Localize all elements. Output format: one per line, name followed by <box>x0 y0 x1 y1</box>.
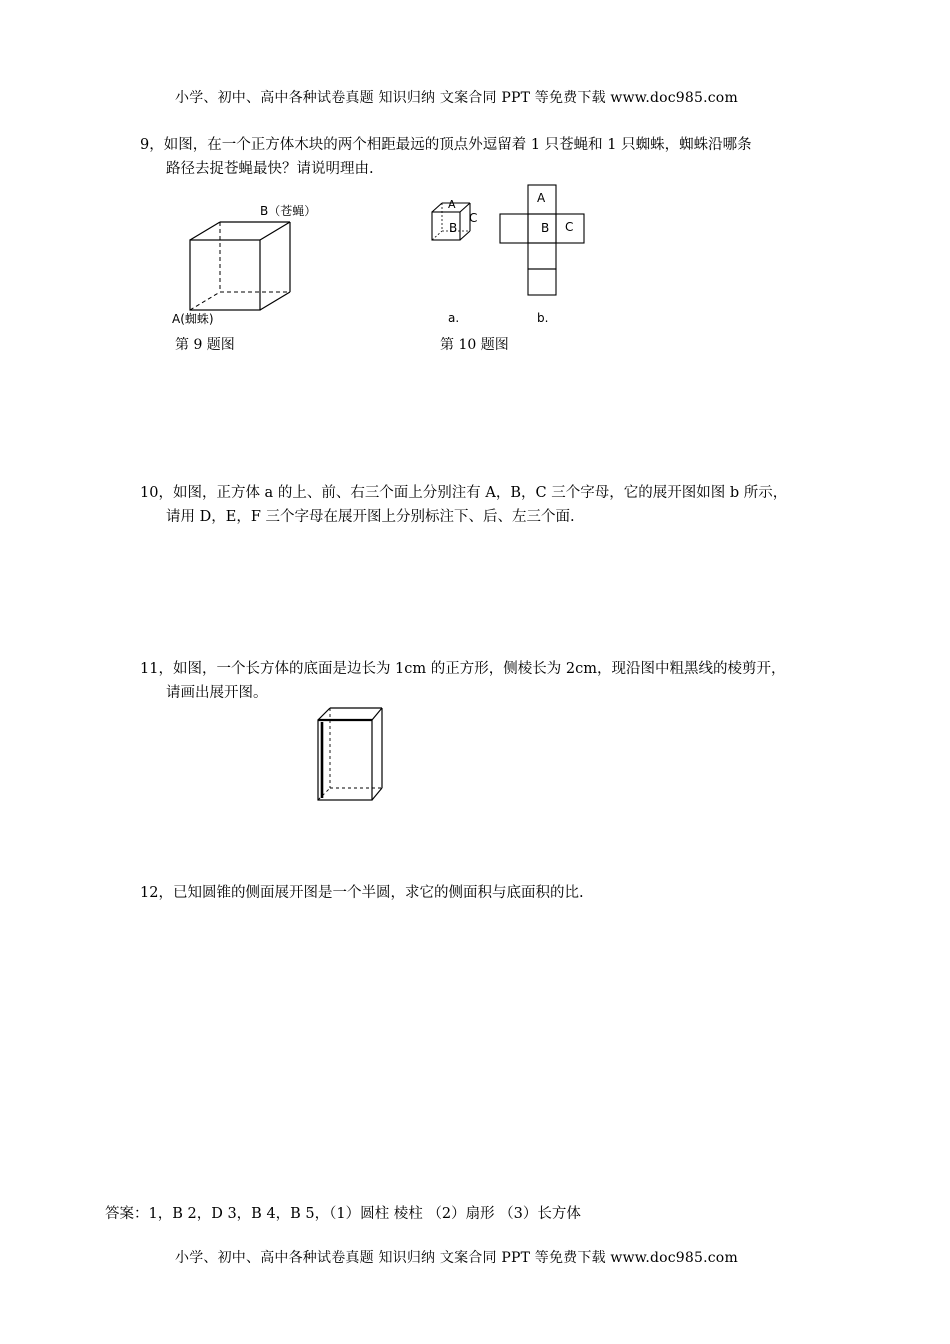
question-11-line-1: 11，如图，一个长方体的底面是边长为 1cm 的正方形，侧棱长为 2cm，现沿图中粗黑线的棱剪开， <box>140 661 786 677</box>
figure-10a-label: a. <box>448 311 460 325</box>
question-9-line-2: 路径去捉苍蝇最快？请说明理由. <box>166 161 374 177</box>
cube-letter-b: B <box>449 221 458 235</box>
question-11-line-2: 请画出展开图。 <box>166 685 268 701</box>
cube-letter-c: C <box>469 211 478 225</box>
label-a-spider: A(蜘蛛) <box>172 312 214 326</box>
question-12-line-1: 12，已知圆锥的侧面展开图是一个半圆，求它的侧面积与底面积的比. <box>140 885 584 901</box>
net-letter-c: C <box>565 220 574 234</box>
figure-10b-label: b. <box>537 311 549 325</box>
question-10-line-2: 请用 D，E，F 三个字母在展开图上分别标注下、后、左三个面. <box>166 509 575 525</box>
question-9-line-1: 9，如图，在一个正方体木块的两个相距最远的顶点外逗留着 1 只苍蝇和 1 只蜘蛛，蜘蛛沿哪条 <box>140 137 752 153</box>
net-letter-b: B <box>541 221 550 235</box>
cube-letter-a: A <box>448 198 456 211</box>
answers-line: 答案：1，B 2，D 3，B 4，B 5，（1）圆柱 棱柱 （2）扇形 （3）长方体 <box>105 1206 581 1222</box>
figure-9-caption: 第 9 题图 <box>175 337 235 353</box>
figure-10a-cube <box>430 200 490 250</box>
figure-10b-net <box>520 182 600 302</box>
question-10-line-1: 10，如图，正方体 a 的上、前、右三个面上分别注有 A，B，C 三个字母，它的展开图如图 b 所示， <box>140 485 788 501</box>
figure-10-caption: 第 10 题图 <box>440 337 509 353</box>
page-header: 小学、初中、高中各种试卷真题 知识归纳 文案合同 PPT 等免费下载 www.doc985.com <box>175 90 738 106</box>
label-b-fly: B（苍蝇） <box>260 204 317 218</box>
page-footer: 小学、初中、高中各种试卷真题 知识归纳 文案合同 PPT 等免费下载 www.doc985.com <box>175 1250 738 1266</box>
net-letter-a: A <box>537 191 546 205</box>
figure-11-box <box>310 700 400 810</box>
